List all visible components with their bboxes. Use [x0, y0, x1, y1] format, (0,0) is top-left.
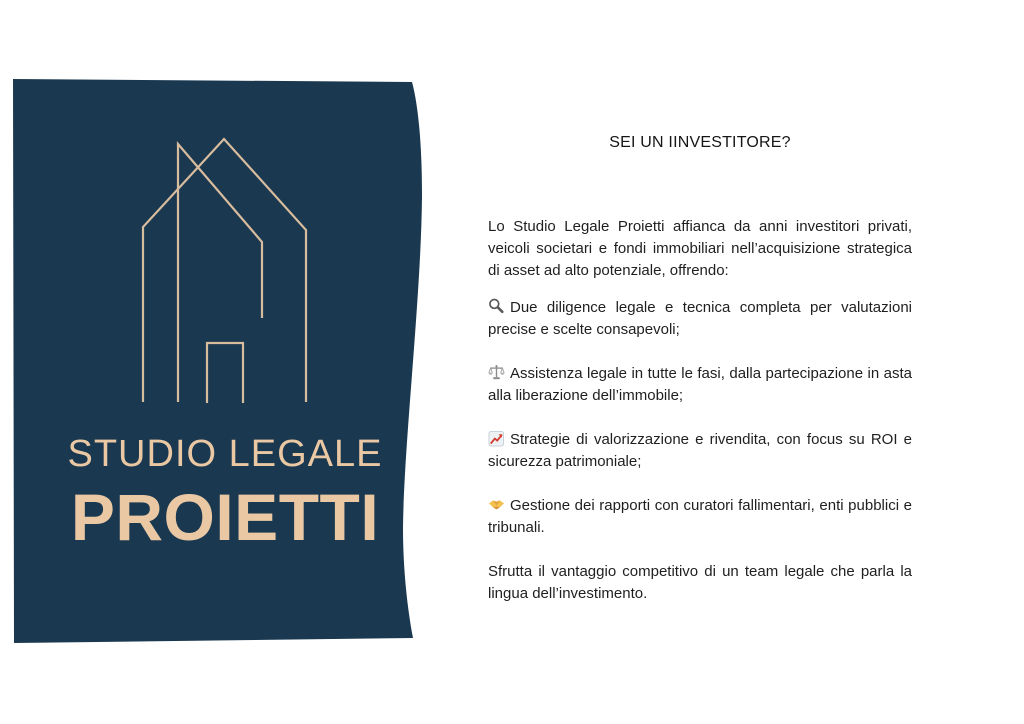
page-title: SEI UN IINVESTITORE? [609, 134, 791, 151]
bullet-due-diligence [488, 297, 912, 341]
closing-paragraph: Sfrutta il vantaggio competitivo di un team legale che parla la lingua dell’investimento. [488, 563, 912, 602]
chart-up-icon [488, 430, 505, 447]
bullet-strategie [488, 429, 912, 473]
bullet-text: Strategie di valorizzazione e rivendita, con focus su ROI e sicurezza patrimoniale; [488, 431, 912, 470]
brand-panel-shape [13, 79, 422, 643]
scales-icon [488, 364, 505, 381]
bullet-text: Gestione dei rapporti con curatori fallimentari, enti pubblici e tribunali. [488, 497, 912, 536]
bullet-text: Due diligence legale e tecnica completa per valutazioni precise e scelte consapevoli; [488, 299, 912, 338]
bullet-text: Assistenza legale in tutte le fasi, dalla partecipazione in asta alla liberazione dell’immobile; [488, 365, 912, 404]
bullet-gestione-rapporti [488, 495, 912, 539]
handshake-icon [488, 496, 505, 513]
brand-name-line2: PROIETTI [70, 480, 380, 554]
content-column [488, 132, 912, 605]
intro-paragraph: Lo Studio Legale Proietti affianca da anni investitori privati, veicoli societari e fondi immobiliari nell’acquisizione strategica di asset ad alto potenziale, offrendo: [488, 218, 912, 279]
bullet-assistenza-legale [488, 363, 912, 407]
brand-name-line1: STUDIO LEGALE [67, 433, 383, 475]
magnifier-icon [488, 298, 505, 315]
